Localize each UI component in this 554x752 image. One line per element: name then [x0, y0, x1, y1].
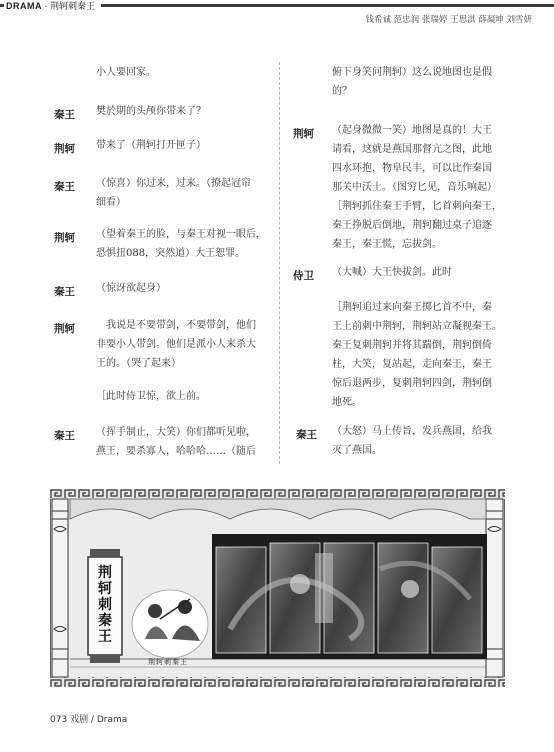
dialogue-line: （惊讶欲起身）	[96, 283, 166, 294]
dialogue-line: 小人要回家。	[96, 67, 156, 78]
stage-direction: 地死。	[332, 397, 362, 408]
dialogue-line: 樊於期的头颅你带来了？	[96, 106, 206, 117]
section-label: DRAMA	[6, 1, 42, 11]
author-list: 钱希诚 范忠润 张瑞婷 王思淇 薛凝坤 刘雪妍	[365, 15, 532, 25]
footer-section: 戏剧 / Drama	[70, 715, 128, 725]
dialogue-line: （望着秦王的脸，与秦王对视一眼后，	[96, 229, 266, 240]
dialogue-line: 我说是不要带剑，不要带剑，他们	[96, 320, 256, 331]
banner-title: 荆轲刺秦王	[98, 565, 112, 645]
stage-direction: 秦王挣脱后倒地，荆轲翻过桌子追逐	[332, 220, 492, 231]
left-pillar	[52, 499, 68, 677]
dialogue-line: （惊喜）你过来，过来。（撩起冠帘	[96, 178, 251, 189]
bottom-border-pattern	[50, 677, 505, 687]
speaker-name: 荆轲	[54, 232, 75, 244]
stage-direction: 惊后退两步，复刺荆轲四剑，荆轲倒	[332, 378, 492, 389]
header-bar	[0, 0, 554, 10]
speaker-name: 秦王	[54, 109, 75, 121]
speaker-name: 秦王	[54, 430, 75, 442]
speaker-name: 荆轲	[54, 143, 75, 155]
speaker-name: 荆轲	[54, 323, 75, 335]
dialogue-line: 灭了燕国。	[332, 445, 382, 456]
play-title: 荆轲刺秦王	[50, 1, 96, 11]
section-tag	[4, 0, 101, 12]
stage-direction: ［荆轲抓住秦王手臂，匕首刺向秦王，	[332, 201, 502, 212]
dialogue-line: （大怒）马上传旨，发兵燕国，给我	[332, 426, 492, 437]
dialogue-line: 非要小人带剑。他们是派小人来杀大	[96, 339, 256, 350]
dialogue-line: （起身微微一笑）地图是真的！大王	[332, 125, 492, 136]
dialogue-line: 恐惧扭088，突然道）大王恕罪。	[96, 248, 246, 259]
top-border-pattern	[50, 489, 505, 499]
artist-signature: 荆轲刺秦王	[148, 658, 188, 666]
character-portrait	[132, 590, 208, 658]
dialogue-line: 请看，这就是燕国那督亢之图，此地	[332, 144, 492, 155]
dialogue-line: （大喊）大王快拔剑。此时	[332, 267, 452, 278]
speaker-name: 侍卫	[293, 270, 314, 282]
dialogue-line: 四水环抱，物阜民丰，可以比作秦国	[332, 163, 492, 174]
stage-direction: 秦王，秦王慌，忘拔剑。	[332, 239, 442, 250]
speaker-name: 荆轲	[293, 128, 314, 140]
section-dot: ·	[44, 1, 48, 11]
stage-direction: 王上前刺中荆轲，荆轲站立凝视秦王。	[332, 321, 502, 332]
dialogue-line: 那关中沃土。（图穷匕见，音乐响起）	[332, 182, 497, 193]
dialogue-line: 带来了（荆轲打开匣子）	[96, 140, 206, 151]
dialogue-line: 细看）	[96, 197, 126, 208]
stage-direction: 秦王复刺荆轲并将其踹倒，荆轲倒倚	[332, 340, 492, 351]
stage-scene-drawing	[50, 489, 505, 687]
dialogue-line: 的？	[332, 86, 352, 97]
speaker-name: 秦王	[54, 286, 75, 298]
stage-direction: 柱，大笑，复站起，走向秦王，秦王	[332, 359, 492, 370]
mural-panels	[212, 534, 487, 659]
speaker-name: 秦王	[296, 429, 317, 441]
dialogue-line: （挥手制止，大笑）你们都听见啦，	[96, 427, 256, 438]
dialogue-line: 燕王，要杀寡人，哈哈哈……（随后	[96, 446, 256, 457]
stage-direction: ［荆轲追过来向秦王掷匕首不中，秦	[332, 302, 492, 313]
stage-direction: ［此时侍卫惊，欲上前。	[96, 391, 206, 402]
speaker-name: 秦王	[54, 181, 75, 193]
column-divider	[279, 62, 280, 464]
dialogue-line: 俯下身笑问荆轲）这么说地图也是假	[332, 67, 492, 78]
right-pillar	[486, 499, 503, 677]
page-number: 073	[50, 715, 68, 725]
stage-illustration	[50, 489, 505, 687]
page-footer	[50, 712, 127, 725]
dialogue-line: 王的。（哭了起来）	[96, 358, 181, 369]
